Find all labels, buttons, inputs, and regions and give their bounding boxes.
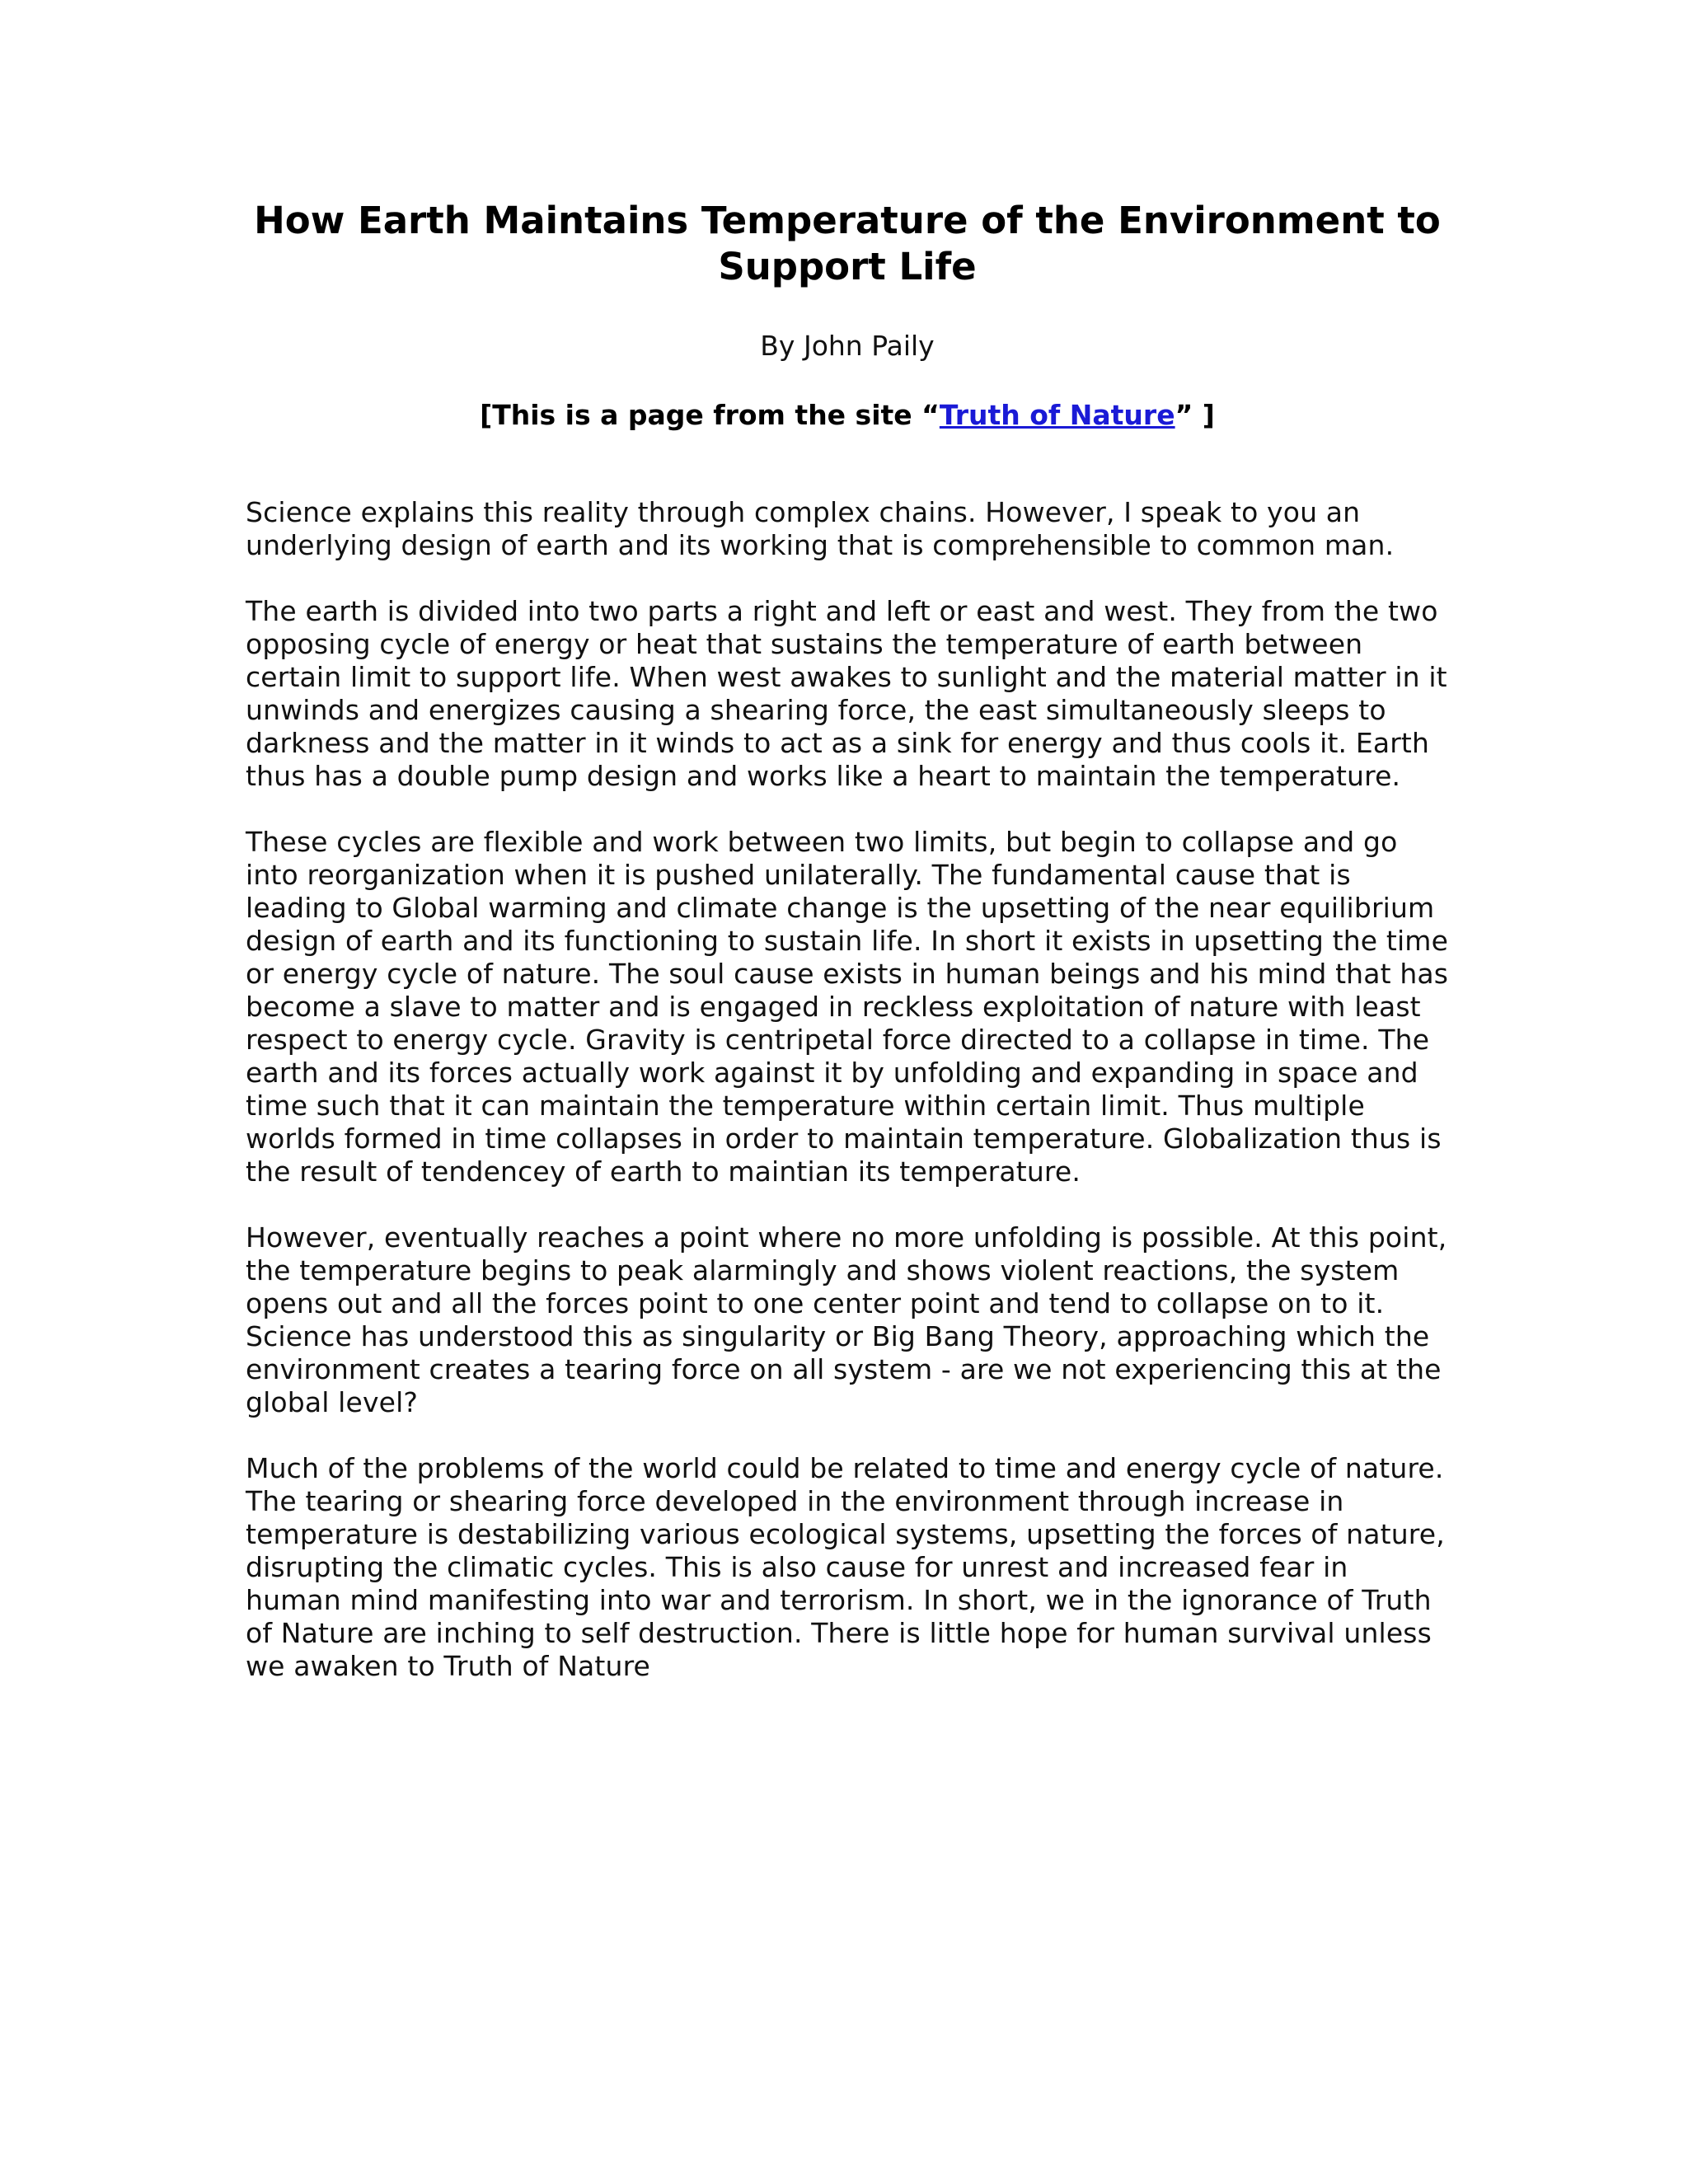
source-note bbox=[246, 399, 1449, 432]
article-text bbox=[246, 496, 1449, 1683]
author-byline: By John Paily bbox=[760, 330, 935, 362]
truth-of-nature-link[interactable]: Truth of Nature bbox=[939, 399, 1175, 431]
document-title: How Earth Maintains Temperature of the Environment to Support Life bbox=[254, 199, 1441, 288]
source-prefix: [This is a page from the site “ bbox=[480, 399, 940, 431]
source-suffix: ” ] bbox=[1175, 399, 1215, 431]
document-body bbox=[246, 198, 1449, 1716]
paragraph-3: These cycles are flexible and work between two limits, but begin to collapse and go into reorganization when it is pushed unilaterally. The fundamental cause that is leading to Global warming and climate change is the upsetting of the near equilibrium design of earth and its functioning to sustain life. In short it exists in upsetting the time or energy cycle of nature. The soul cause exists in human beings and his mind that has become a slave to matter and is engaged in reckless exploitation of nature with least respect to energy cycle. Gravity is centripetal force directed to a collapse in time. The earth and its forces actually work against it by unfolding and expanding in space and time such that it can maintain the temperature within certain limit. Thus multiple worlds formed in time collapses in order to maintain temperature. Globalization thus is the result of tendencey of earth to maintian its temperature. bbox=[246, 826, 1449, 1188]
paragraph-2: The earth is divided into two parts a right and left or east and west. They from the two opposing cycle of energy or heat that sustains the temperature of earth between certain limit to support life. When west awakes to sunlight and the material matter in it unwinds and energizes causing a shearing force, the east simultaneously sleeps to darkness and the matter in it winds to act as a sink for energy and thus cools it. Earth thus has a double pump design and works like a heart to maintain the temperature. bbox=[246, 595, 1447, 792]
paragraph-5: Much of the problems of the world could be related to time and energy cycle of nature. The tearing or shearing force developed in the environment through increase in temperature is destabilizing various ecological systems, upsetting the forces of nature, disrupting the climatic cycles. This is also cause for unrest and increased fear in human mind manifesting into war and terrorism. In short, we in the ignorance of Truth of Nature are inching to self destruction. There is little hope for human survival unless we awaken to Truth of Nature bbox=[246, 1452, 1445, 1682]
paragraph-1: Science explains this reality through complex chains. However, I speak to you an underlying design of earth and its working that is comprehensible to common man. bbox=[246, 496, 1395, 561]
paragraph-4: However, eventually reaches a point where no more unfolding is possible. At this point, the temperature begins to peak alarmingly and shows violent reactions, the system opens out and all the forces point to one center point and tend to collapse on to it. Science has understood this as singularity or Big Bang Theory, approaching which the environment creates a tearing force on all system - are we not experiencing this at the global level? bbox=[246, 1221, 1447, 1418]
